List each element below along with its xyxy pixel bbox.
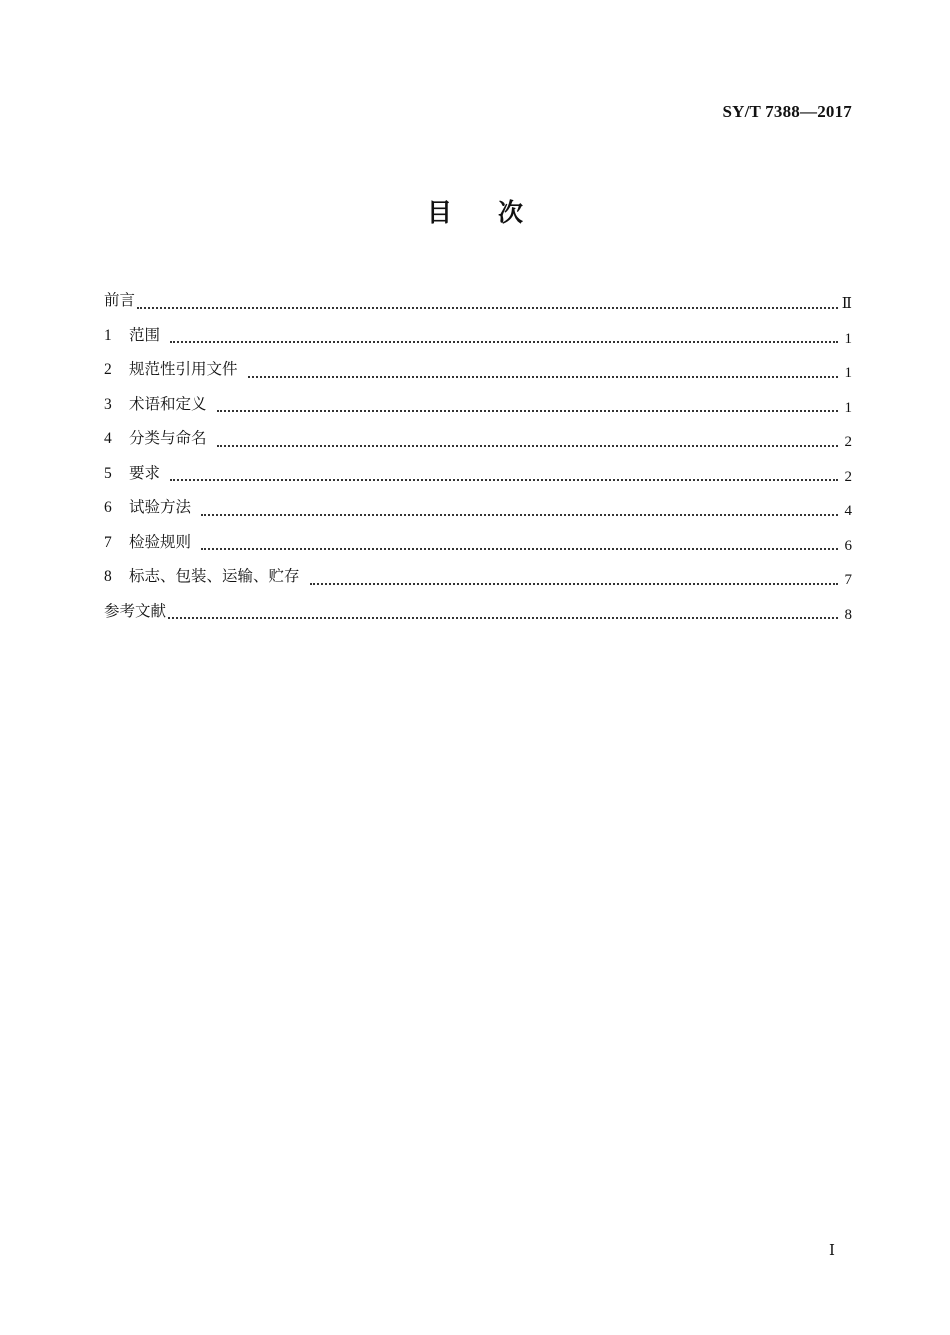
toc-leader-dots: [137, 306, 838, 309]
toc-entry-label: 规范性引用文件: [129, 360, 238, 378]
toc-entry-page: 1: [844, 399, 852, 416]
toc-entry-label: 试验方法: [129, 498, 192, 516]
toc-entry-page: 2: [844, 434, 852, 450]
toc-entry-foreword[interactable]: [104, 288, 852, 323]
page-title: 目次: [426, 198, 569, 227]
toc-entry-number: 6: [104, 499, 112, 516]
toc-entry-test-methods[interactable]: [104, 495, 852, 530]
toc-entry-page: Ⅱ: [841, 296, 852, 312]
toc-leader-dots: [168, 616, 838, 619]
toc-entry-label: 参考文献: [104, 601, 167, 620]
toc-entry-scope[interactable]: [104, 323, 852, 358]
toc-entry-number: 3: [104, 395, 112, 413]
toc-entry-page: 2: [844, 468, 852, 485]
toc-leader-dots: [170, 478, 838, 481]
toc-entry-bibliography[interactable]: [104, 599, 852, 634]
toc-entry-marking-packaging[interactable]: [104, 564, 852, 599]
toc-entry-page: 8: [844, 606, 852, 623]
toc-entry-label: 范围: [129, 325, 161, 344]
toc-entry-label: 要求: [129, 463, 161, 482]
toc-entry-page: 6: [844, 537, 852, 554]
toc-entry-classification[interactable]: [104, 426, 852, 461]
toc-leader-dots: [310, 582, 838, 585]
standard-code: SY/T 7388—2017: [722, 102, 852, 121]
toc-entry-label: 分类与命名: [129, 429, 207, 447]
toc-entry-number: 7: [104, 533, 112, 551]
toc-entry-page: 7: [844, 572, 852, 588]
toc-entry-number: 4: [104, 430, 112, 447]
toc-entry-number: 2: [104, 361, 112, 378]
toc-leader-dots: [217, 409, 838, 412]
toc-entry-page: 4: [844, 503, 852, 519]
toc-leader-dots: [248, 375, 838, 378]
toc-leader-dots: [201, 547, 838, 550]
toc-entry-requirements[interactable]: [104, 461, 852, 496]
toc-entry-page: 1: [844, 330, 852, 347]
toc-entry-page: 1: [844, 365, 852, 381]
toc-leader-dots: [170, 340, 838, 343]
toc-entry-number: 5: [104, 464, 112, 482]
toc-entry-label: 标志、包装、运输、贮存: [129, 567, 300, 585]
page-number: Ⅰ: [829, 1243, 835, 1259]
toc-entry-label: 检验规则: [129, 532, 192, 551]
toc-entry-normative-references[interactable]: [104, 357, 852, 392]
toc-entry-label: 术语和定义: [129, 394, 207, 413]
table-of-contents: [104, 288, 852, 633]
toc-entry-number: 8: [104, 568, 112, 585]
toc-leader-dots: [201, 513, 838, 516]
toc-entry-number: 1: [104, 326, 112, 344]
toc-leader-dots: [217, 444, 838, 447]
toc-entry-terms-definitions[interactable]: [104, 392, 852, 427]
toc-entry-label: 前言: [104, 291, 136, 309]
toc-entry-inspection-rules[interactable]: [104, 530, 852, 565]
